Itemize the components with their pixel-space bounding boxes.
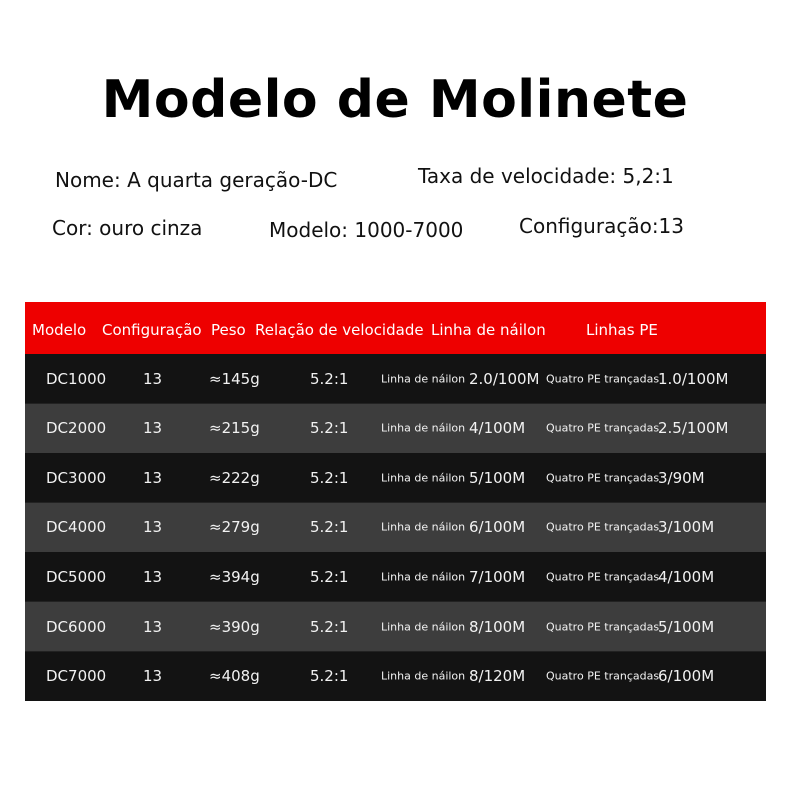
cell-pe-value: 1.0/100M xyxy=(658,369,729,388)
cell-pe-value: 3/100M xyxy=(658,518,715,537)
header-relacao-velocidade: Relação de velocidade xyxy=(255,321,424,339)
cell-weight: ≈279g xyxy=(209,518,260,537)
spec-modelo: Modelo: 1000-7000 xyxy=(269,218,464,242)
cell-nylon-value: 6/100M xyxy=(469,518,526,537)
cell-pe-value: 6/100M xyxy=(658,667,715,686)
cell-ratio: 5.2:1 xyxy=(310,667,349,686)
cell-pe-value: 2.5/100M xyxy=(658,419,729,438)
cell-nylon-value: 4/100M xyxy=(469,419,526,438)
table-row xyxy=(25,404,766,453)
cell-nylon-value: 2.0/100M xyxy=(469,369,540,388)
cell-pe-label: Quatro PE trançadas xyxy=(546,471,660,485)
cell-model: DC7000 xyxy=(46,667,107,686)
cell-nylon-label: Linha de náilon xyxy=(381,471,466,485)
cell-model: DC6000 xyxy=(46,617,107,636)
header-linhas-pe: Linhas PE xyxy=(586,321,658,339)
cell-nylon-label: Linha de náilon xyxy=(381,520,466,534)
header-modelo: Modelo xyxy=(32,321,87,339)
header-linha-nailon: Linha de náilon xyxy=(431,321,546,339)
cell-ratio: 5.2:1 xyxy=(310,369,349,388)
cell-pe-value: 5/100M xyxy=(658,617,715,636)
cell-ratio: 5.2:1 xyxy=(310,468,349,487)
cell-pe-label: Quatro PE trançadas xyxy=(546,669,660,683)
cell-config: 13 xyxy=(143,419,163,438)
spec-table xyxy=(25,302,766,701)
cell-nylon-value: 8/120M xyxy=(469,667,526,686)
cell-pe-label: Quatro PE trançadas xyxy=(546,520,660,534)
cell-model: DC1000 xyxy=(46,369,107,388)
cell-weight: ≈390g xyxy=(209,617,260,636)
cell-weight: ≈394g xyxy=(209,567,260,586)
cell-config: 13 xyxy=(143,667,163,686)
cell-weight: ≈408g xyxy=(209,667,260,686)
cell-nylon-label: Linha de náilon xyxy=(381,372,466,385)
cell-pe-label: Quatro PE trançadas xyxy=(546,421,660,435)
cell-pe-label: Quatro PE trançadas xyxy=(546,620,660,633)
cell-weight: ≈215g xyxy=(209,419,260,438)
header-peso: Peso xyxy=(211,321,246,339)
cell-weight: ≈222g xyxy=(209,468,260,487)
cell-nylon-label: Linha de náilon xyxy=(381,570,466,584)
cell-ratio: 5.2:1 xyxy=(310,518,349,537)
cell-nylon-value: 7/100M xyxy=(469,567,526,586)
cell-weight: ≈145g xyxy=(209,369,260,388)
cell-nylon-value: 5/100M xyxy=(469,468,526,487)
table-row xyxy=(25,354,766,403)
cell-config: 13 xyxy=(143,369,163,388)
spec-configuracao: Configuração:13 xyxy=(519,214,684,238)
cell-pe-value: 4/100M xyxy=(658,567,715,586)
cell-config: 13 xyxy=(143,468,163,487)
spec-nome: Nome: A quarta geração-DC xyxy=(55,168,338,192)
cell-ratio: 5.2:1 xyxy=(310,567,349,586)
cell-config: 13 xyxy=(143,617,163,636)
cell-model: DC5000 xyxy=(46,567,107,586)
cell-config: 13 xyxy=(143,567,163,586)
cell-config: 13 xyxy=(143,518,163,537)
cell-nylon-label: Linha de náilon xyxy=(381,669,466,683)
cell-nylon-value: 8/100M xyxy=(469,617,526,636)
table-row xyxy=(25,602,766,651)
table-row xyxy=(25,453,766,502)
cell-pe-label: Quatro PE trançadas xyxy=(546,570,660,584)
cell-model: DC3000 xyxy=(46,468,107,487)
cell-pe-label: Quatro PE trançadas xyxy=(546,372,660,385)
cell-ratio: 5.2:1 xyxy=(310,617,349,636)
spec-cor: Cor: ouro cinza xyxy=(52,216,203,240)
cell-nylon-label: Linha de náilon xyxy=(381,421,466,435)
cell-ratio: 5.2:1 xyxy=(310,419,349,438)
table-row xyxy=(25,503,766,552)
cell-model: DC2000 xyxy=(46,419,107,438)
cell-model: DC4000 xyxy=(46,518,107,537)
cell-pe-value: 3/90M xyxy=(658,468,705,487)
page-title: Modelo de Molinete xyxy=(101,70,689,130)
header-configuracao: Configuração xyxy=(102,321,202,339)
table-row xyxy=(25,652,766,701)
table-row xyxy=(25,552,766,601)
table-header xyxy=(25,302,766,354)
cell-nylon-label: Linha de náilon xyxy=(381,620,466,633)
spec-taxa-velocidade: Taxa de velocidade: 5,2:1 xyxy=(418,164,674,188)
